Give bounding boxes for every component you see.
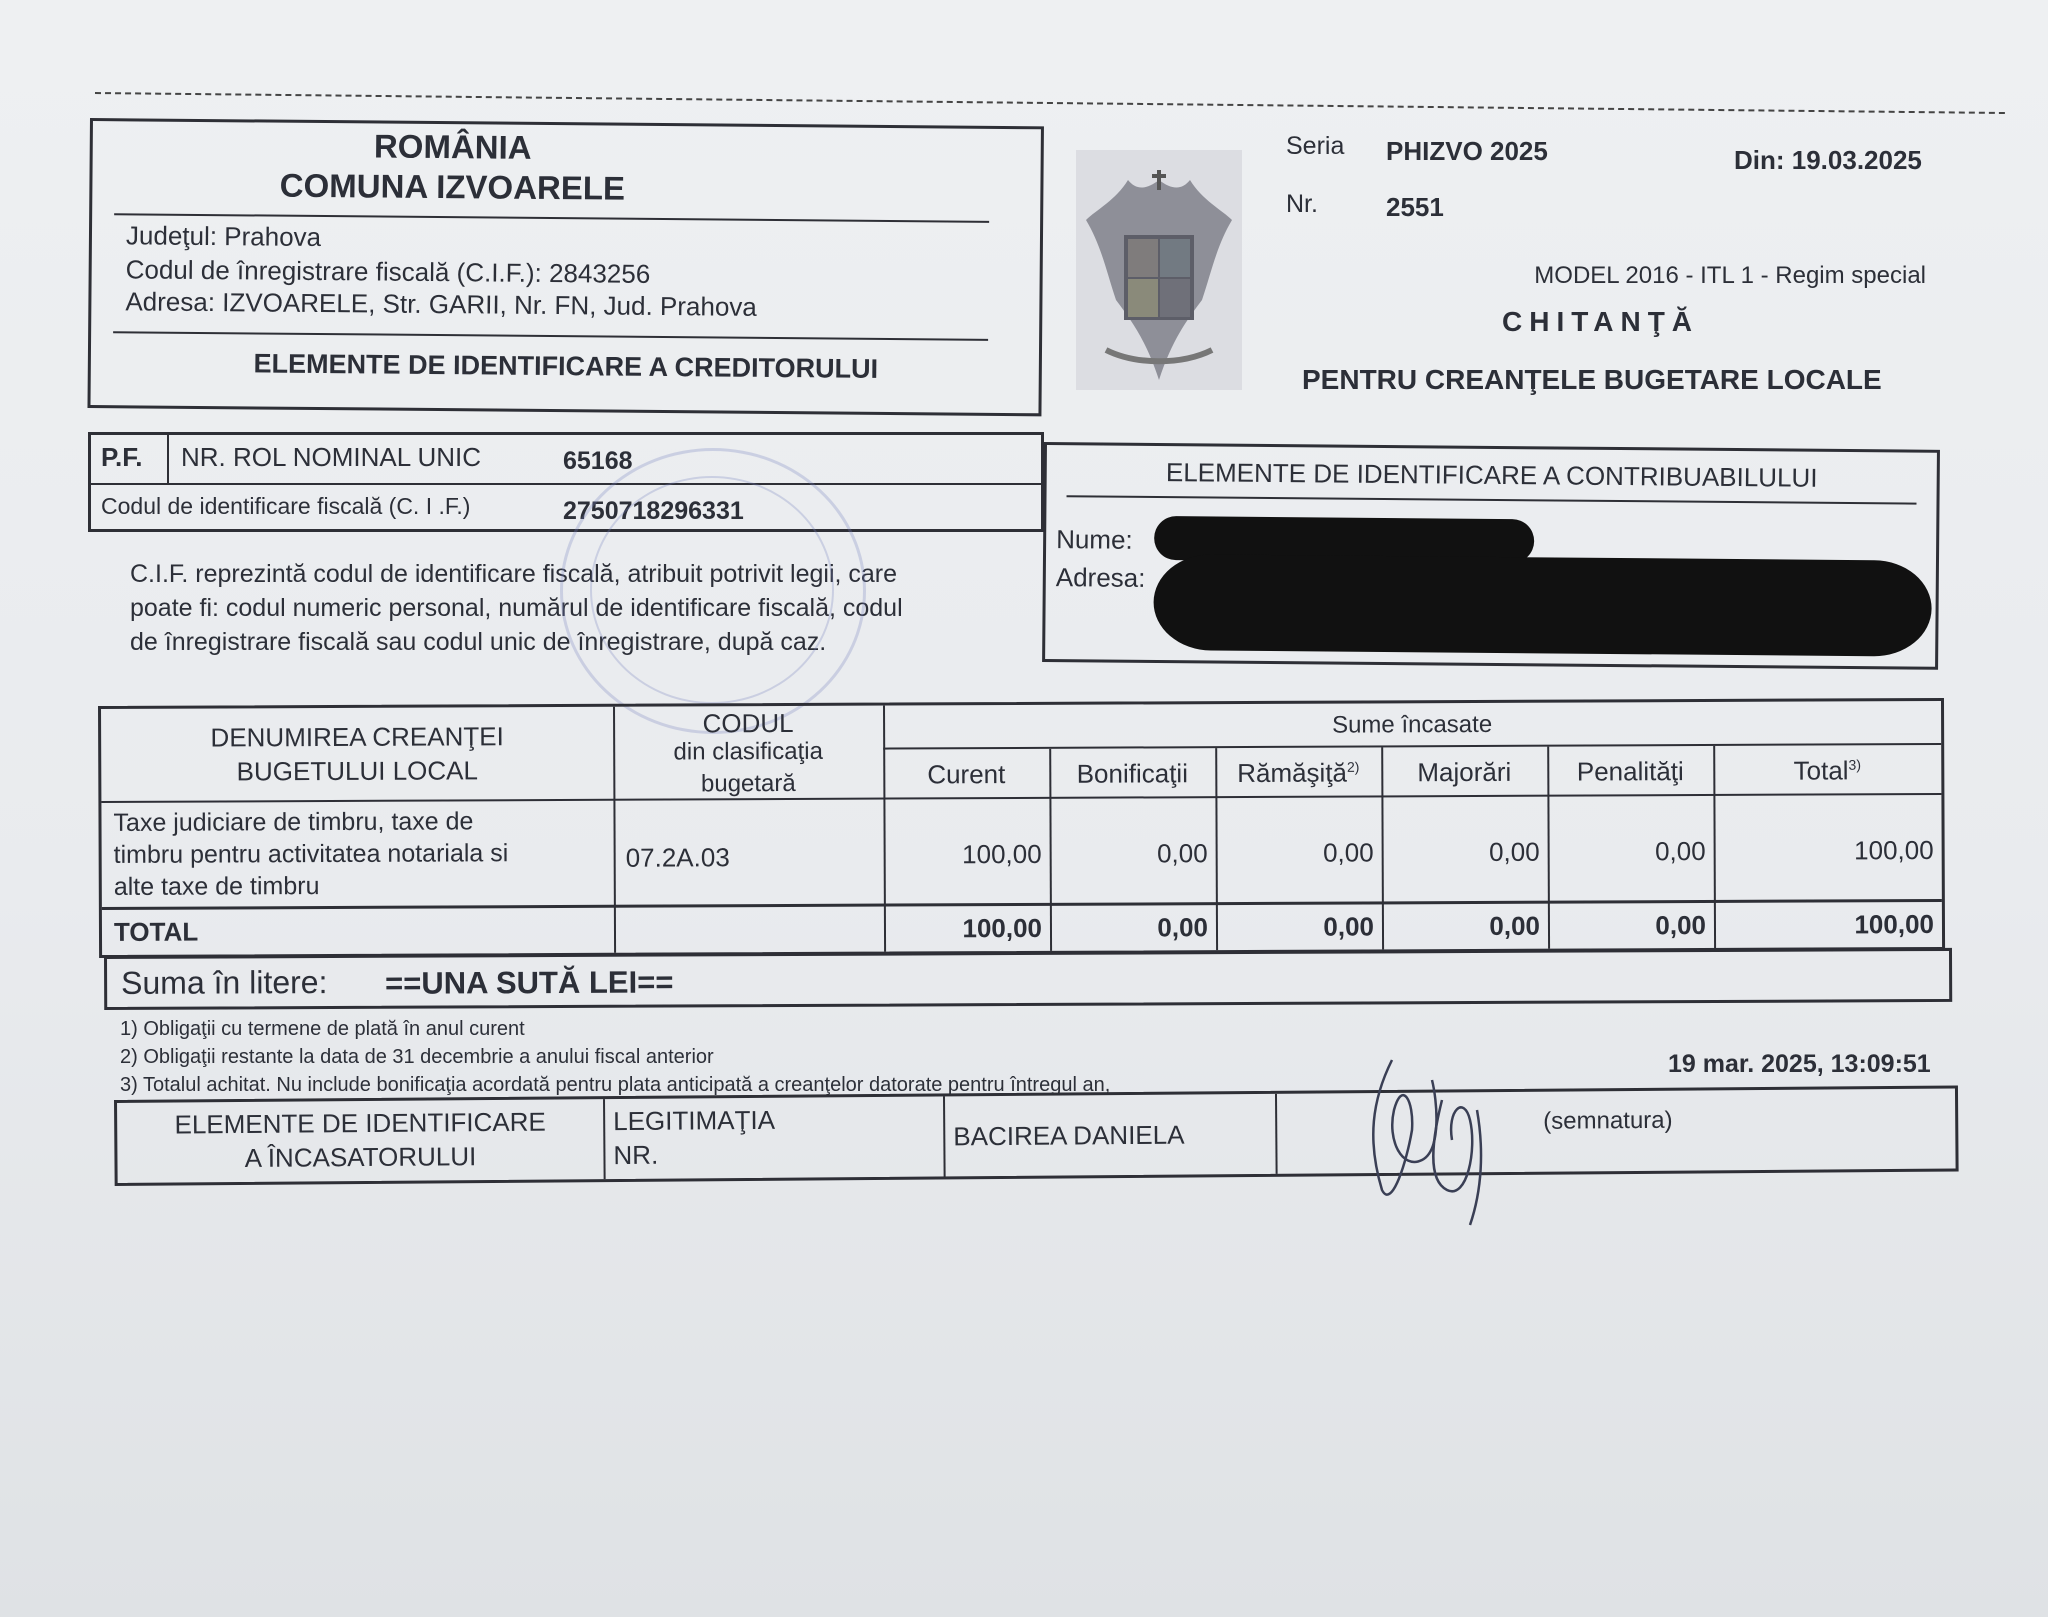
divider: [91, 483, 1041, 485]
receipt-title: CHITANŢĂ: [1502, 306, 1700, 337]
pf-label: P.F.: [101, 442, 143, 472]
col-header-denumire-2: BUGETULUI LOCAL: [236, 755, 478, 787]
model-text: MODEL 2016 - ITL 1 - Regim special: [1534, 262, 1926, 289]
divider: [1067, 495, 1917, 504]
taxpayer-name-label: Nume:: [1056, 524, 1133, 555]
cif-label: Codul de identificare fiscală (C. I .F.): [101, 493, 471, 519]
creditor-address: Adresa: IZVOARELE, Str. GARII, Nr. FN, Jud. Prahova: [125, 286, 757, 322]
col-header-cod-2: din clasificaţia: [673, 737, 823, 766]
round-stamp-inner: [590, 476, 834, 704]
row-desc-1: Taxe judiciare de timbru, taxe de: [113, 807, 474, 837]
row-desc-2: timbru pentru activitatea notariala si: [113, 839, 509, 869]
creditor-county: Judeţul: Prahova: [125, 220, 322, 253]
col-header-cod-1: CODUL: [702, 707, 794, 739]
row-divider: [101, 793, 1941, 803]
group-header-sume: Sume încasate: [1331, 710, 1493, 739]
commune-title: COMUNA IZVOARELE: [279, 166, 626, 207]
row-ramasita: 0,00: [1322, 837, 1374, 868]
series-label: Seria: [1286, 132, 1345, 160]
row-total: 100,00: [1854, 834, 1934, 866]
divider: [167, 435, 169, 485]
col-header-cod-3: bugetară: [700, 769, 796, 798]
rol-value: 65168: [563, 447, 633, 475]
collector-name: BACIREA DANIELA: [953, 1119, 1185, 1152]
col-header-total: Total$^{3)}$: [1793, 755, 1861, 786]
redacted-address: [1153, 554, 1932, 657]
row-bonificatii: 0,00: [1156, 838, 1208, 869]
payer-codes-box: [88, 432, 1044, 532]
taxpayer-box: [1042, 442, 1940, 670]
row-majorari: 0,00: [1488, 836, 1540, 867]
cut-line: [95, 92, 2005, 114]
amount-words-value: ==UNA SUTĂ LEI==: [385, 964, 674, 1001]
total-curent: 100,00: [962, 912, 1043, 944]
footnote-3: 3) Totalul achitat. Nu include bonificaţia acordată pentru plata anticipată a creanţelor datorate pentru întregul an,: [120, 1074, 1111, 1096]
receipt-subtitle: PENTRU CREANŢELE BUGETARE LOCALE: [1302, 364, 1882, 395]
row-divider: [883, 743, 1941, 750]
collector-label-2: A ÎNCASATORULUI: [244, 1141, 477, 1173]
footnote-1: 1) Obligaţii cu termene de plată în anul curent: [120, 1018, 525, 1040]
cif-value: 2750718296331: [563, 497, 744, 525]
total-label: TOTAL: [113, 916, 199, 947]
amount-words-label: Suma în litere:: [121, 964, 328, 1001]
signature-label: (semnatura): [1543, 1106, 1673, 1135]
col-header-denumire-1: DENUMIREA CREANŢEI: [210, 721, 504, 753]
nr-label: Nr.: [1286, 190, 1318, 218]
legitimatia-nr-label: NR.: [613, 1139, 659, 1171]
total-bonificatii: 0,00: [1157, 912, 1209, 943]
cif-note-line3: de înregistrare fiscală sau codul unic de înregistrare, după caz.: [130, 628, 827, 656]
col-header-ramasita: Rămăşiţă$^{2)}$: [1237, 757, 1360, 789]
country-title: ROMÂNIA: [373, 127, 532, 166]
taxpayer-section-title: ELEMENTE DE IDENTIFICARE A CONTRIBUABILULUI: [1165, 457, 1818, 493]
col-header-penalitati: Penalităţi: [1576, 756, 1684, 787]
taxpayer-address-label: Adresa:: [1055, 562, 1146, 593]
legitimatia-label: LEGITIMAŢIA: [613, 1104, 776, 1137]
col-header-bonificatii: Bonificaţii: [1076, 758, 1189, 789]
row-curent: 100,00: [962, 838, 1042, 870]
cif-note-line2: poate fi: codul numeric personal, numărul de identificare fiscală, codul: [130, 594, 903, 622]
creditor-cif: Codul de înregistrare fiscală (C.I.F.): 2843256: [125, 254, 651, 289]
total-penalitati: 0,00: [1655, 909, 1707, 941]
footnote-2: 2) Obligaţii restante la data de 31 decembrie a anului fiscal anterior: [120, 1046, 714, 1068]
creditor-section-title: ELEMENTE DE IDENTIFICARE A CREDITORULUI: [253, 348, 879, 384]
row-desc-3: alte taxe de timbru: [113, 872, 320, 901]
col-header-majorari: Majorări: [1417, 756, 1512, 788]
col-divider: [943, 1096, 946, 1176]
series-value: PHIZVO 2025: [1386, 136, 1548, 166]
total-ramasita: 0,00: [1323, 911, 1375, 942]
total-total: 100,00: [1854, 908, 1935, 940]
amount-words-box: [104, 948, 1952, 1010]
col-divider: [1275, 1094, 1278, 1174]
row-penalitati: 0,00: [1654, 835, 1706, 867]
receipt-date: Din: 19.03.2025: [1734, 145, 1922, 175]
rol-label: NR. ROL NOMINAL UNIC: [181, 442, 481, 472]
row-code: 07.2A.03: [625, 842, 730, 873]
print-timestamp: 19 mar. 2025, 13:09:51: [1668, 1050, 1931, 1078]
nr-value: 2551: [1386, 192, 1444, 222]
collector-box: [114, 1086, 1959, 1186]
creditor-box: [87, 118, 1043, 416]
total-majorari: 0,00: [1489, 910, 1541, 941]
divider: [113, 331, 988, 341]
sums-table: [98, 698, 1945, 958]
cif-note-line1: C.I.F. reprezintă codul de identificare fiscală, atribuit potrivit legii, care: [130, 560, 898, 588]
coat-of-arms-icon: [1076, 150, 1242, 390]
col-header-curent: Curent: [927, 759, 1006, 790]
collector-label-1: ELEMENTE DE IDENTIFICARE: [174, 1106, 546, 1140]
row-divider: [102, 899, 1942, 910]
signature-icon: [1352, 1040, 1512, 1230]
